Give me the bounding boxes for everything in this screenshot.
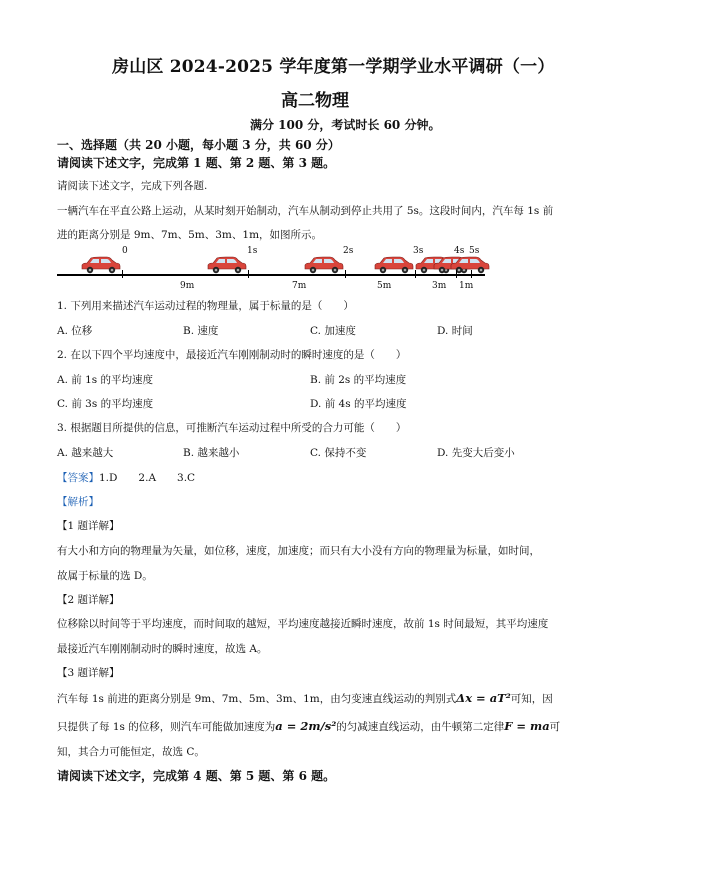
- next-section-prompt: 请阅读下述文字，完成第 4 题、第 5 题、第 6 题。: [57, 769, 336, 783]
- analysis-q3-text: 可知，因: [510, 693, 553, 705]
- exam-subtitle: 高二物理: [281, 91, 349, 111]
- position-tick: [345, 270, 346, 278]
- analysis-q1-line-2: 故属于标量的选 D。: [57, 570, 153, 582]
- analysis-q3-text: 可: [549, 721, 561, 733]
- analysis-q2-line-1: 位移除以时间等于平均速度，而时间取的越短，平均速度越接近瞬时速度，故前 1s 时间最短，其平均速度: [57, 618, 549, 630]
- exam-title: 房山区 2024-2025 学年度第一学期学业水平调研（一）: [112, 57, 555, 77]
- question-1-option-c: C. 加速度: [310, 325, 356, 337]
- formula-newton-second-law: F = ma: [504, 719, 550, 733]
- question-1-option-a: A. 位移: [57, 325, 93, 337]
- analysis-q3-line-3: 知，其合力可能恒定，故选 C。: [57, 746, 205, 758]
- analysis-q1-label: 【1 题详解】: [57, 520, 120, 532]
- passage-line-1: 一辆汽车在平直公路上运动，从某时刻开始制动，汽车从制动到停止共用了 5s。这段时间内，汽车每 1s 前: [57, 205, 554, 217]
- time-label-4: 4s: [454, 246, 465, 256]
- time-label-1: 1s: [247, 246, 258, 256]
- distance-label-3: 5m: [377, 281, 392, 291]
- question-2-stem: 2. 在以下四个平均速度中，最接近汽车刚刚制动时的瞬时速度的是（ ）: [57, 349, 407, 361]
- position-tick: [456, 270, 457, 278]
- question-3-option-d: D. 先变大后变小: [437, 447, 515, 459]
- time-label-3: 3s: [413, 246, 424, 256]
- position-tick: [415, 270, 416, 278]
- position-tick: [248, 270, 249, 278]
- car-icon: [206, 256, 248, 274]
- analysis-q3-line-2: [57, 719, 560, 734]
- formula-acceleration: a = 2m/s²: [275, 719, 337, 733]
- score-line: 满分 100 分，考试时长 60 分钟。: [250, 118, 441, 132]
- question-2-option-d: D. 前 4s 的平均速度: [310, 398, 407, 410]
- question-3-option-c: C. 保持不变: [310, 447, 367, 459]
- analysis-q3-text: 汽车每 1s 前进的距离分别是 9m、7m、5m、3m、1m，由匀变速直线运动的判别式: [57, 693, 457, 705]
- answer-label: 【答案】: [57, 472, 99, 484]
- question-1-option-d: D. 时间: [437, 325, 473, 337]
- analysis-q2-line-2: 最接近汽车刚刚制动时的瞬时速度，故选 A。: [57, 643, 268, 655]
- question-2-option-a: A. 前 1s 的平均速度: [57, 374, 154, 386]
- time-label-0: 0: [122, 246, 128, 256]
- section-prompt: 请阅读下述文字，完成第 1 题、第 2 题、第 3 题。: [57, 156, 336, 170]
- question-1-stem: 1. 下列用来描述汽车运动过程的物理量，属于标量的是（ ）: [57, 300, 354, 312]
- distance-label-5: 1m: [459, 281, 474, 291]
- question-3-stem: 3. 根据题目所提供的信息，可推断汽车运动过程中所受的合力可能（ ）: [57, 422, 407, 434]
- distance-label-1: 9m: [180, 281, 195, 291]
- question-2-option-c: C. 前 3s 的平均速度: [57, 398, 154, 410]
- distance-label-4: 3m: [432, 281, 447, 291]
- time-label-2: 2s: [343, 246, 354, 256]
- question-2-option-b: B. 前 2s 的平均速度: [310, 374, 407, 386]
- car-icon: [373, 256, 415, 274]
- analysis-label: 【解析】: [57, 496, 99, 508]
- answer-line: [57, 470, 195, 485]
- position-tick: [122, 270, 123, 278]
- question-3-option-a: A. 越来越大: [57, 447, 114, 459]
- position-tick: [471, 270, 472, 278]
- passage-intro: 请阅读下述文字，完成下列各题.: [57, 180, 208, 192]
- time-label-5: 5s: [469, 246, 480, 256]
- question-3-option-b: B. 越来越小: [183, 447, 240, 459]
- passage-line-2: 进的距离分别是 9m、7m、5m、3m、1m，如图所示。: [57, 229, 323, 241]
- question-1-option-b: B. 速度: [183, 325, 219, 337]
- distance-label-2: 7m: [292, 281, 307, 291]
- car-icon: [80, 256, 122, 274]
- answer-values: 1.D 2.A 3.C: [99, 472, 196, 484]
- analysis-q3-text: 的匀减速直线运动，由牛顿第二定律: [336, 721, 505, 733]
- car-icon: [303, 256, 345, 274]
- analysis-q3-label: 【3 题详解】: [57, 667, 120, 679]
- analysis-q3-line-1: [57, 691, 553, 706]
- analysis-q2-label: 【2 题详解】: [57, 594, 120, 606]
- formula-discriminant: Δx = aT²: [456, 691, 511, 705]
- section-heading: 一、选择题（共 20 小题，每小题 3 分，共 60 分）: [57, 138, 340, 152]
- analysis-q1-line-1: 有大小和方向的物理量为矢量，如位移，速度，加速度；而只有大小没有方向的物理量为标量，如时间，: [57, 545, 540, 557]
- analysis-q3-text: 只提供了每 1s 的位移，则汽车可能做加速度为: [57, 721, 276, 733]
